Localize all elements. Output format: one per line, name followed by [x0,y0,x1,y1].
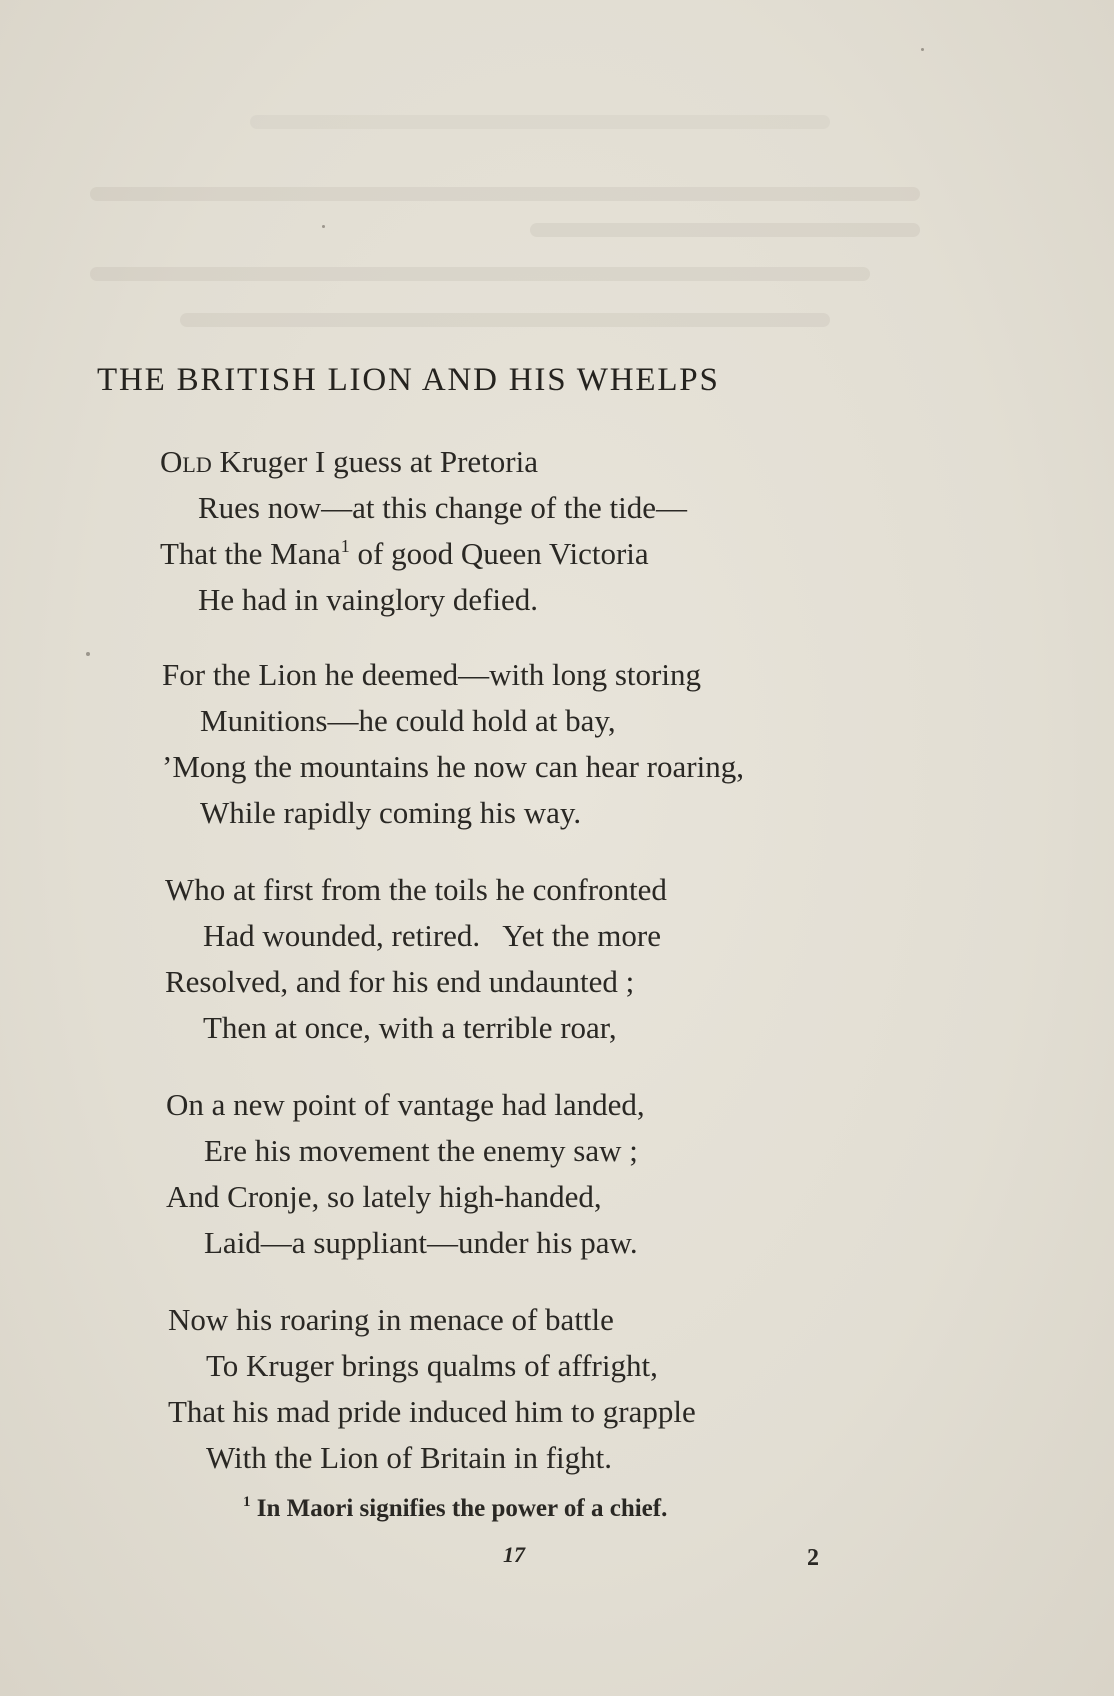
verse-line: That his mad pride induced him to grapple [168,1394,696,1429]
verse-line: Now his roaring in menace of battle [168,1302,614,1337]
verse-line: And Cronje, so lately high-handed, [166,1179,602,1214]
drop-cap-word: Old [160,444,212,479]
verse-line: Then at once, with a terrible roar, [203,1010,617,1045]
footnote-reference: 1 [340,536,350,556]
verse-line: He had in vainglory defied. [198,582,539,617]
paper-speck [322,225,325,228]
verse-line: With the Lion of Britain in fight. [206,1440,612,1475]
verse-text: Kruger I guess at Pretoria [211,444,538,479]
paper-speck [921,48,924,51]
verse-line: ’Mong the mountains he now can hear roaring, [162,749,744,784]
verse-line: While rapidly coming his way. [200,795,582,830]
verse-line: On a new point of vantage had landed, [166,1087,645,1122]
verse-line: Rues now—at this change of the tide— [198,490,688,525]
footnote-marker: 1 [243,1494,251,1510]
verse-text: That the Mana [160,536,341,571]
show-through-text [90,95,950,355]
footnote-text: In Maori signifies the power of a chief. [250,1495,668,1522]
poem-title: THE BRITISH LION AND HIS WHELPS [97,362,720,398]
verse-line: For the Lion he deemed—with long storing [162,657,701,692]
verse-text: of good Queen Victoria [349,536,649,571]
page-number: 17 [503,1542,525,1567]
verse-line: Munitions—he could hold at bay, [200,703,616,738]
verse-line [160,534,649,574]
paper-speck [86,652,90,656]
footnote [243,1495,667,1523]
verse-line: Who at first from the toils he confronted [165,872,667,907]
verse-line: Had wounded, retired. Yet the more [203,918,662,953]
signature-mark: 2 [807,1545,819,1571]
verse-line: Resolved, and for his end undaunted ; [165,964,635,999]
verse-line: To Kruger brings qualms of affright, [206,1348,658,1383]
verse-line: Laid—a suppliant—under his paw. [204,1225,638,1260]
verse-line: Ere his movement the enemy saw ; [204,1133,638,1168]
verse-line [160,442,538,482]
